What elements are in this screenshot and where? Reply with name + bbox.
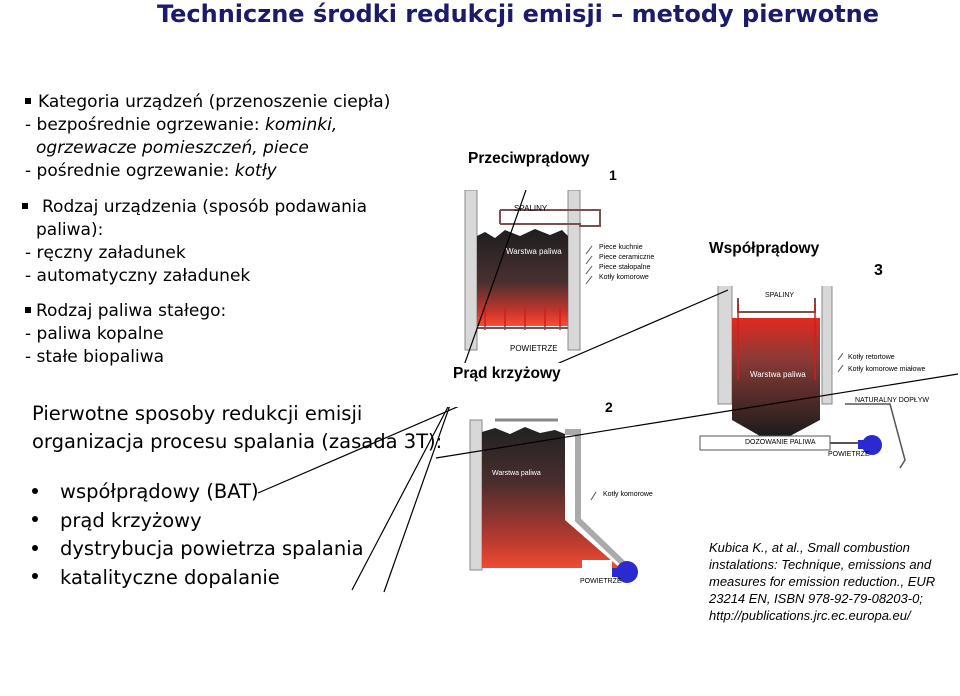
flue-gas-label: SPALINY <box>514 204 548 213</box>
counter-device-list <box>599 243 654 283</box>
co-device-list <box>848 352 925 376</box>
automatic-loading: - automatyczny załadunek <box>25 266 251 286</box>
list-item: katalityczne dopalanie <box>32 564 364 593</box>
air-label: POWIETRZE <box>828 451 870 458</box>
cross-current-furnace <box>470 420 638 583</box>
co-current-label: Współprądowy <box>703 238 955 286</box>
device-type-heading: Rodzaj urządzenia (sposób podawania <box>22 196 367 219</box>
diagram-number-2: 2 <box>605 399 613 415</box>
fuel-dosing-label: DOZOWANIE PALIWA <box>745 439 816 446</box>
direct-heating-line: - bezpośrednie ogrzewanie: kominki, <box>25 115 338 135</box>
list-item: Piece kuchnie <box>599 244 643 251</box>
reference-citation: Kubica K., at al., Small combustion instalations: Technique, emissions and measures for emission reduction., EUR 23214 EN, ISBN 978-92-79-08203-0; http://publications.jrc.ec.europa.eu/ <box>709 540 936 623</box>
list-item: współprądowy (BAT) <box>32 478 364 507</box>
list-item: Piece stałopalne <box>599 264 651 271</box>
air-label: POWIETRZE <box>510 344 558 353</box>
fuel-layer-label: Warstwa paliwa <box>492 470 541 477</box>
solid-biofuels: - stałe biopaliwa <box>25 347 165 367</box>
fuel-layer-label: Warstwa paliwa <box>506 247 562 256</box>
direct-heating-line-2: ogrzewacze pomieszczeń, piece <box>36 138 309 158</box>
list-item: dystrybucja powietrza spalania <box>32 535 364 564</box>
list-item: Kotły retortowe <box>848 354 895 361</box>
counter-current-label: Przeciwprądowy <box>462 148 614 190</box>
page-title: Techniczne środki redukcji emisji – metody pierwotne <box>156 0 880 28</box>
flue-gas-label: SPALINY <box>765 292 795 299</box>
fuel-type-heading: Rodzaj paliwa stałego: <box>25 300 226 323</box>
list-item: Kotły komorowe <box>599 274 649 281</box>
fossil-fuels: - paliwa kopalne <box>25 324 164 344</box>
diagram-number-1: 1 <box>609 167 617 183</box>
fuel-layer-label: Warstwa paliwa <box>750 370 806 379</box>
indirect-heating-line: - pośrednie ogrzewanie: kotły <box>25 161 277 181</box>
manual-loading: - ręczny załadunek <box>25 243 186 263</box>
counter-current-furnace <box>465 190 600 350</box>
cross-current-label: Prąd krzyżowy <box>447 363 629 407</box>
list-item: Kotły komorowe <box>603 491 653 498</box>
process-organization-heading: organizacja procesu spalania (zasada 3T): <box>32 430 443 453</box>
primary-methods-heading: Pierwotne sposoby redukcji emisji <box>32 402 363 425</box>
list-item: Kotły komorowe miałowe <box>848 366 926 373</box>
list-item: Piece ceramiczne <box>599 254 655 261</box>
device-type-heading-2: paliwa): <box>36 220 104 240</box>
air-label: POWIETRZE <box>580 578 622 585</box>
category-heading: Kategoria urządzeń (przenoszenie ciepła) <box>25 91 390 114</box>
natural-inflow-label: NATURALNY DOPŁYW <box>855 397 930 404</box>
diagram-number-3: 3 <box>874 262 883 279</box>
list-item: prąd krzyżowy <box>32 507 364 536</box>
